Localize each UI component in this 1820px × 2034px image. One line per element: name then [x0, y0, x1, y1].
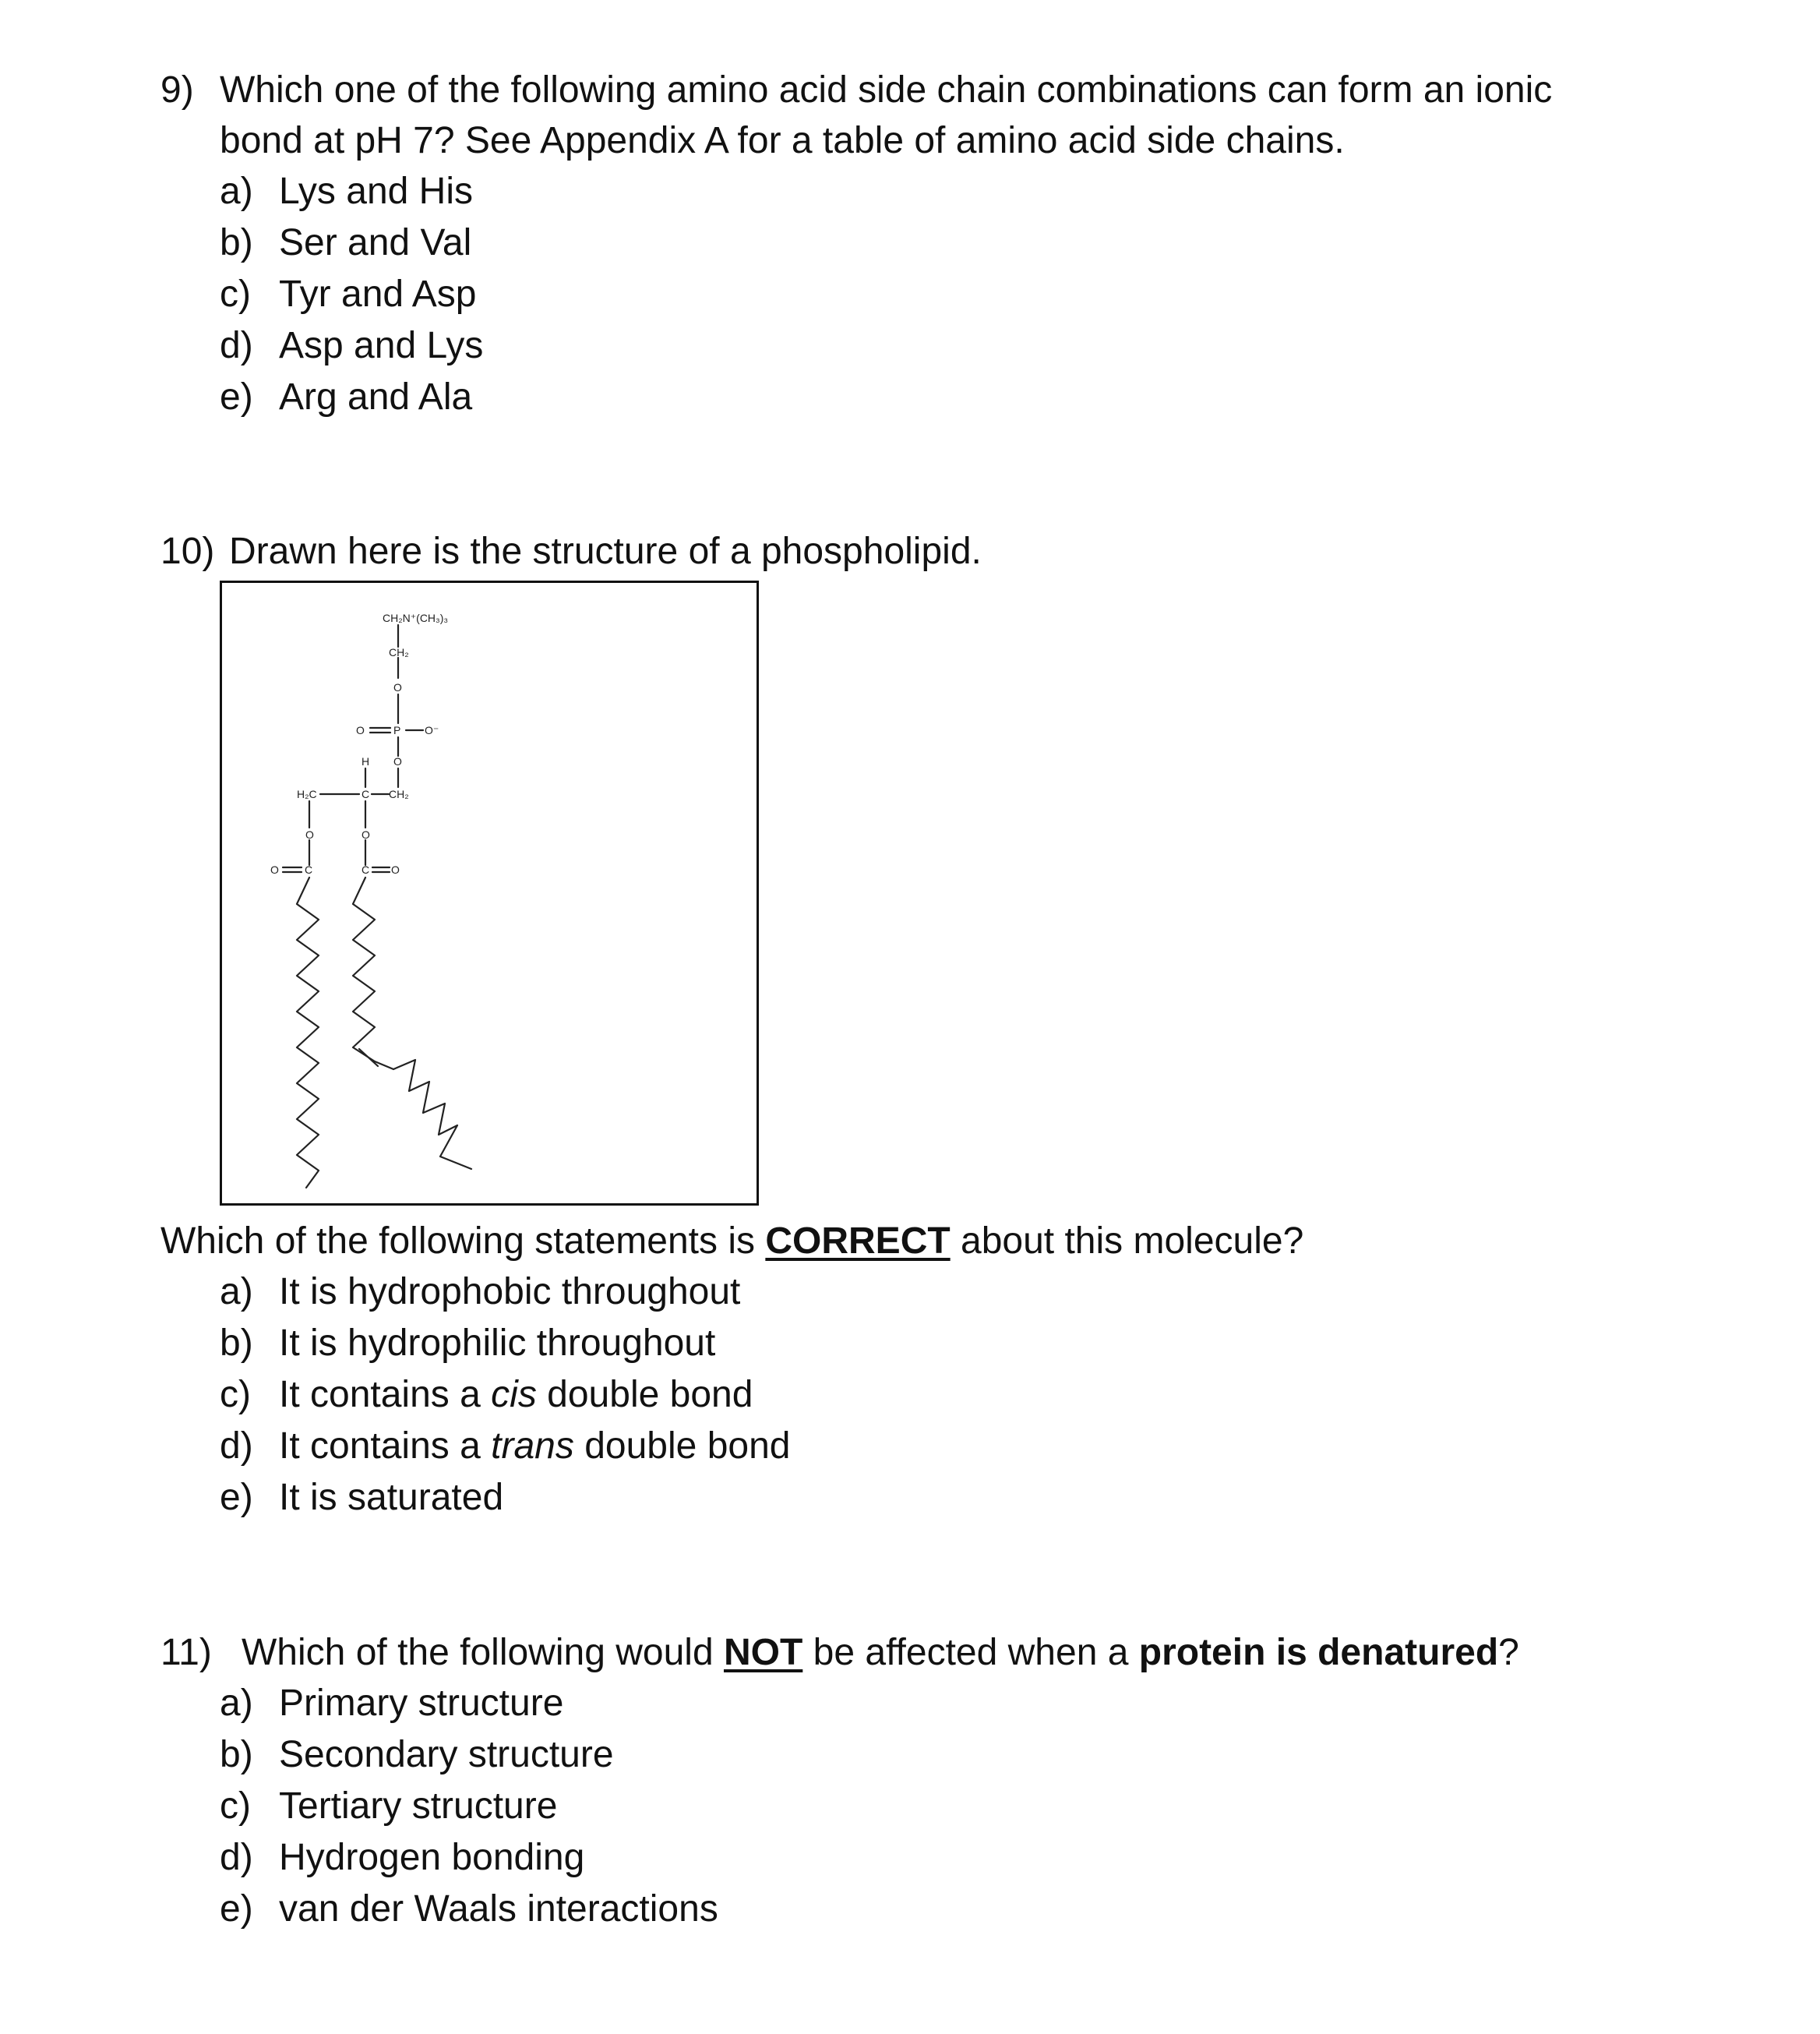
- option-letter: b): [220, 1322, 253, 1364]
- option-text: Lys and His: [279, 171, 473, 212]
- question-9-stem-text-1: Which one of the following amino acid side chain combinations can form an ionic: [220, 69, 1553, 111]
- option-letter: d): [220, 1837, 253, 1878]
- middle-ester-oxygen-label: O: [362, 828, 370, 841]
- question-9-stem-line-2: bond at pH 7? See Appendix A for a table of amino acid side chains.: [220, 120, 1345, 161]
- question-10-prompt-emphasis: CORRECT: [765, 1220, 951, 1262]
- saturated-fatty-acid-tail: [297, 878, 319, 1188]
- option-text: It is hydrophobic throughout: [279, 1271, 741, 1312]
- option-text: It is saturated: [279, 1477, 504, 1518]
- question-11-stem-mid: be affected when a: [802, 1632, 1139, 1673]
- question-11-stem: [160, 1631, 1519, 1675]
- question-9-option-e[interactable]: [220, 376, 472, 419]
- ester-oxygen-label: O: [393, 681, 402, 694]
- option-letter: a): [220, 171, 253, 212]
- option-letter: b): [220, 1734, 253, 1775]
- option-text: Primary structure: [279, 1683, 564, 1724]
- question-11-option-d[interactable]: [220, 1836, 584, 1880]
- unsaturated-fatty-acid-tail-end: [393, 1060, 471, 1169]
- unsaturated-fatty-acid-tail: [353, 878, 393, 1069]
- glycerol-oxygen-label: O: [393, 755, 402, 768]
- option-text-pre: It contains a: [279, 1374, 492, 1415]
- question-11-option-c[interactable]: [220, 1785, 557, 1828]
- question-9-option-c[interactable]: [220, 273, 476, 316]
- phospholipid-structure-figure: [220, 581, 759, 1206]
- question-10-option-b[interactable]: [220, 1322, 715, 1365]
- option-text: Tertiary structure: [279, 1785, 558, 1827]
- question-9-stem-line-1: [160, 69, 1552, 112]
- option-letter: c): [220, 1374, 251, 1415]
- option-text: Ser and Val: [279, 222, 472, 263]
- question-11-option-a[interactable]: [220, 1682, 563, 1725]
- question-9-number: 9): [160, 69, 194, 111]
- question-10-stem: [160, 530, 982, 574]
- option-text: Secondary structure: [279, 1734, 614, 1775]
- option-letter: e): [220, 1477, 253, 1518]
- option-text: Tyr and Asp: [279, 274, 477, 315]
- cis-double-bond-line: [359, 1049, 378, 1066]
- option-text: It is hydrophilic throughout: [279, 1322, 716, 1364]
- question-10-prompt-pre: Which of the following statements is: [160, 1220, 766, 1262]
- glycerol-c3-label: CH₂: [389, 788, 409, 800]
- glycerol-c1-label: H₂C: [297, 788, 317, 800]
- question-11-number: 11): [160, 1632, 212, 1673]
- hydrogen-label: H: [362, 755, 370, 768]
- phosphate-oxygen-minus-label: O⁻: [425, 724, 439, 736]
- question-11-stem-bold: protein is denatured: [1138, 1632, 1499, 1673]
- option-letter: a): [220, 1683, 253, 1724]
- option-text-pre: It contains a: [279, 1425, 492, 1467]
- head-group-label: CH₂N⁺(CH₃)₃: [383, 612, 449, 624]
- question-10-stem-text: Drawn here is the structure of a phospholipid.: [229, 531, 982, 572]
- question-11-option-b[interactable]: [220, 1733, 614, 1777]
- option-letter: e): [220, 376, 253, 418]
- question-10-option-a[interactable]: [220, 1270, 740, 1314]
- question-10-prompt-post: about this molecule?: [950, 1220, 1304, 1262]
- phosphate-double-oxygen-label: O: [356, 724, 365, 736]
- option-letter: a): [220, 1271, 253, 1312]
- question-11-stem-emphasis: NOT: [723, 1632, 803, 1673]
- question-10-option-d[interactable]: [220, 1425, 790, 1468]
- question-9-option-a[interactable]: [220, 170, 473, 214]
- option-letter: d): [220, 1425, 253, 1467]
- middle-carbonyl-carbon-label: C: [362, 863, 370, 876]
- option-letter: e): [220, 1888, 253, 1930]
- option-letter: c): [220, 1785, 251, 1827]
- option-letter: b): [220, 222, 253, 263]
- glycerol-c2-label: C: [362, 788, 370, 800]
- option-text: Arg and Ala: [279, 376, 473, 418]
- option-text-italic: cis: [491, 1374, 537, 1415]
- option-text-post: double bond: [536, 1374, 753, 1415]
- question-9-option-b[interactable]: [220, 221, 471, 265]
- question-10-number: 10): [160, 531, 215, 572]
- question-9-option-d[interactable]: [220, 324, 483, 368]
- middle-carbonyl-oxygen-label: O: [391, 863, 400, 876]
- chemical-labels: [270, 612, 448, 876]
- question-11-stem-post: ?: [1498, 1632, 1519, 1673]
- option-letter: c): [220, 274, 251, 315]
- option-letter: d): [220, 325, 253, 366]
- question-10-option-e[interactable]: [220, 1476, 503, 1520]
- left-carbonyl-oxygen-label: O: [270, 863, 279, 876]
- option-text-post: double bond: [573, 1425, 791, 1467]
- phosphorus-label: P: [393, 724, 401, 736]
- question-10-prompt: [160, 1220, 1303, 1263]
- option-text-italic: trans: [491, 1425, 574, 1467]
- question-10-option-c[interactable]: [220, 1373, 753, 1417]
- option-text: Hydrogen bonding: [279, 1837, 585, 1878]
- phospholipid-structure-drawing: [222, 583, 757, 1203]
- left-ester-oxygen-label: O: [305, 828, 314, 841]
- methylene-label: CH₂: [389, 646, 409, 659]
- question-11-stem-pre: Which of the following would: [242, 1632, 724, 1673]
- left-carbonyl-carbon-label: C: [305, 863, 313, 876]
- question-11-option-e[interactable]: [220, 1887, 718, 1931]
- option-text: van der Waals interactions: [279, 1888, 718, 1930]
- option-text: Asp and Lys: [279, 325, 484, 366]
